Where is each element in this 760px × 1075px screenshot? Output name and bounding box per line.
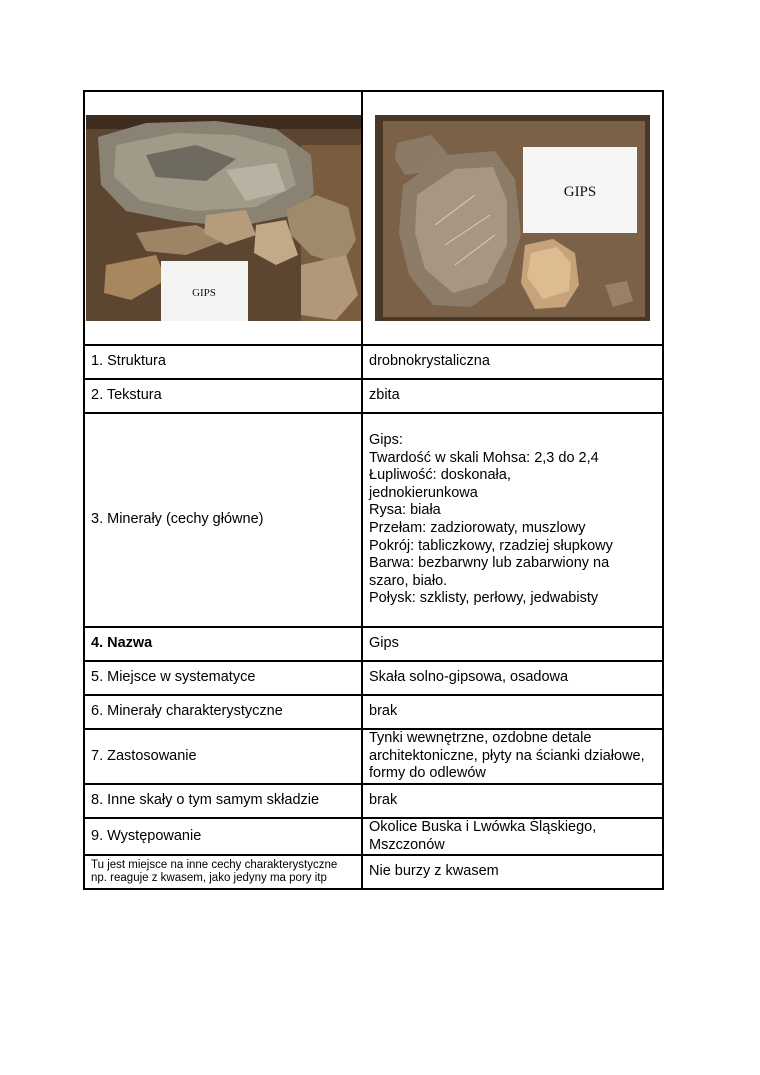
rock-description-table [83, 90, 664, 890]
row-label: 9. Występowanie [84, 818, 362, 855]
row-struktura [84, 345, 663, 379]
mineral-property: jednokierunkowa [369, 484, 478, 501]
row-nazwa [84, 627, 663, 661]
row-zastosowanie [84, 729, 663, 784]
mineral-property: Łupliwość: doskonała, [369, 467, 511, 484]
row-label: 8. Inne skały o tym samym składzie [84, 784, 362, 818]
mineral-property: Gips: [369, 432, 403, 449]
row-value: Okolice Buska i Lwówka Śląskiego, Mszczonów [362, 818, 663, 855]
row-label: 3. Minerały (cechy główne) [84, 413, 362, 627]
photo-row [84, 91, 663, 345]
row-value: Tynki wewnętrzne, ozdobne detale architektoniczne, płyty na ścianki działowe, formy do odlewów [362, 729, 663, 784]
photo-cell-left [84, 91, 362, 345]
row-label: 4. Nazwa [84, 627, 362, 661]
row-label: 7. Zastosowanie [84, 729, 362, 784]
mineral-property: Twardość w skali Mohsa: 2,3 do 2,4 [369, 449, 599, 466]
row-value: Gips [362, 627, 663, 661]
row-value: drobnokrystaliczna [362, 345, 663, 379]
mineral-property: Przełam: zadziorowaty, muszlowy [369, 520, 586, 536]
row-inne-skaly [84, 784, 663, 818]
row-label: 2. Tekstura [84, 379, 362, 413]
row-inne-cechy [84, 855, 663, 889]
row-miejsce-w-systematyce [84, 661, 663, 695]
row-label: 6. Minerały charakterystyczne [84, 695, 362, 729]
mineral-property: Rysa: biała [369, 502, 441, 519]
row-mineraly-charakterystyczne [84, 695, 663, 729]
row-value: zbita [362, 379, 663, 413]
row-label: Tu jest miejsce na inne cechy charakterystyczne np. reaguje z kwasem, jako jedyny ma pory itp [84, 855, 362, 889]
row-value: brak [362, 695, 663, 729]
gypsum-photo-left [86, 115, 361, 321]
mineral-property: Barwa: bezbarwny lub zabarwiony na [369, 555, 610, 572]
mineral-property: Połysk: szklisty, perłowy, jedwabisty [369, 590, 599, 607]
row-value-list [362, 413, 663, 627]
row-value: brak [362, 784, 663, 818]
photo-label-left: GIPS [191, 287, 216, 299]
mineral-property: szaro, biało. [369, 572, 448, 589]
photo-label-right: GIPS [563, 184, 597, 200]
row-value: Nie burzy z kwasem [362, 855, 663, 889]
row-value: Skała solno-gipsowa, osadowa [362, 661, 663, 695]
mineral-property: Pokrój: tabliczkowy, rzadziej słupkowy [369, 537, 613, 554]
row-wystepowanie [84, 818, 663, 855]
row-label: 5. Miejsce w systematyce [84, 661, 362, 695]
row-mineraly [84, 413, 663, 627]
row-label: 1. Struktura [84, 345, 362, 379]
gypsum-photo-right [375, 115, 650, 321]
photo-cell-right [362, 91, 663, 345]
row-tekstura [84, 379, 663, 413]
